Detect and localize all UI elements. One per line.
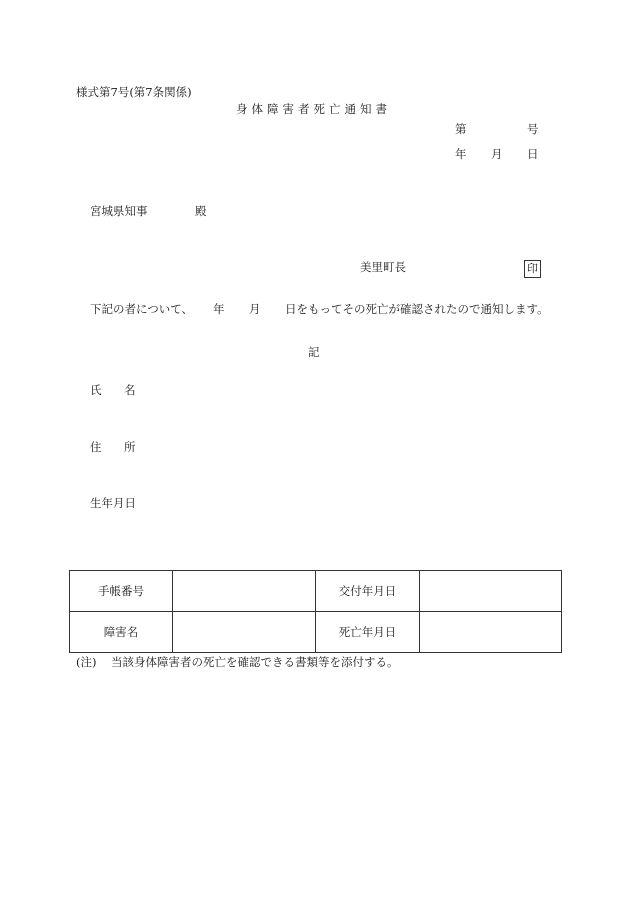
seal-mark: 印 — [524, 260, 541, 278]
name-label-2: 名 — [124, 383, 136, 397]
address-label-2: 所 — [124, 440, 136, 454]
document-number-prefix: 第 — [455, 122, 467, 136]
notebook-number-label: 手帳番号 — [70, 571, 173, 612]
name-label-1: 氏 — [90, 383, 102, 397]
table-row — [70, 612, 562, 653]
birthdate-label: 生年月日 — [90, 496, 136, 510]
notebook-number-cell[interactable] — [173, 571, 316, 612]
addressee-name: 宮城県知事 — [90, 204, 148, 218]
body-month: 月 — [249, 302, 261, 316]
note-text: 当該身体障害者の死亡を確認できる書類等を添付する。 — [111, 655, 399, 669]
body-lead: 下記の者について、 — [90, 302, 194, 316]
date-day: 日 — [527, 147, 539, 161]
issue-date-cell[interactable] — [420, 571, 562, 612]
body-rest: 日をもってその死亡が確認されたので通知します。 — [285, 302, 549, 316]
disability-name-label: 障害名 — [70, 612, 173, 653]
ki-label: 記 — [308, 345, 320, 359]
form-number: 様式第7号(第7条関係) — [76, 85, 192, 99]
disability-name-cell[interactable] — [173, 612, 316, 653]
date-month: 月 — [491, 147, 503, 161]
death-date-cell[interactable] — [420, 612, 562, 653]
document-title: 身体障害者死亡通知書 — [236, 102, 391, 116]
issue-date-label: 交付年月日 — [316, 571, 420, 612]
table-row — [70, 571, 562, 612]
address-label-1: 住 — [90, 440, 102, 454]
info-table — [69, 570, 562, 653]
note-label: (注) — [76, 655, 97, 669]
sender-name: 美里町長 — [360, 260, 406, 274]
document-number-suffix: 号 — [527, 122, 539, 136]
date-year: 年 — [455, 147, 467, 161]
body-year: 年 — [213, 302, 225, 316]
death-date-label: 死亡年月日 — [316, 612, 420, 653]
addressee-honorific: 殿 — [195, 204, 207, 218]
